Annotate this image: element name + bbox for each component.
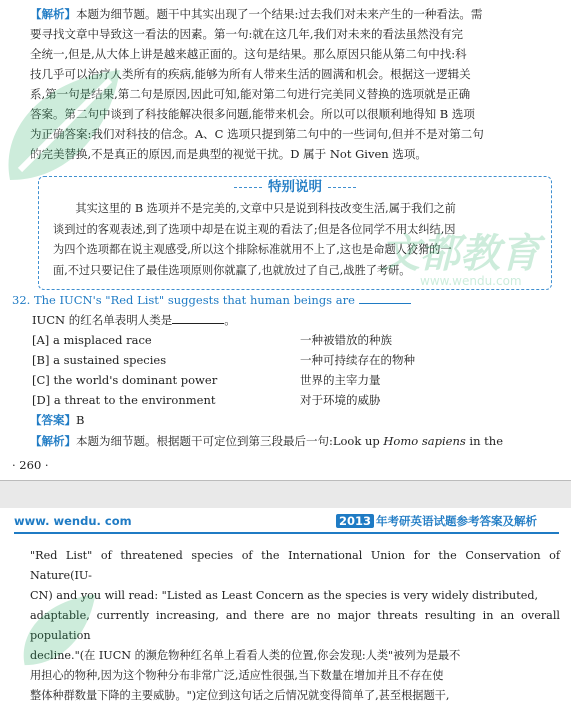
answer-value: B — [76, 413, 85, 427]
answer-blank — [359, 292, 411, 304]
analysis-line: 的完美替换,不是真正的原因,而是典型的视觉干扰。D 属于 Not Given 选项。 — [30, 147, 427, 161]
analysis-tag: 【解析】 — [30, 434, 76, 448]
bottom-line: 整体种群数量下降的主要威胁。")定位到这句话之后情况就变得简单了,甚至根据题干, — [30, 689, 450, 702]
note-line: 为四个选项都在说主观感受,所以这个排除标准就用不上了,这也是命题人狡猾的一 — [53, 243, 452, 256]
analysis-tag: 【解析】 — [30, 7, 76, 21]
answer-blank-cn — [172, 312, 224, 324]
option-a — [32, 332, 152, 348]
option-en: a misplaced race — [52, 333, 152, 347]
option-label: [D] — [32, 393, 51, 407]
header-url: www. wendu. com — [14, 514, 132, 528]
question-stem-cn-text: IUCN 的红名单表明人类是 — [32, 313, 173, 327]
special-note-box — [38, 176, 552, 290]
species-name: Homo sapiens — [383, 434, 466, 448]
question-stem-cn — [32, 312, 236, 328]
option-en: a threat to the environment — [53, 393, 216, 407]
option-b — [32, 352, 166, 368]
analysis-paragraph — [30, 4, 560, 164]
badge-text: 年考研英语试题参考答案及解析 — [376, 514, 538, 528]
watermark-brand-text: 文都教育 — [380, 231, 540, 277]
answer-tag: 【答案】 — [30, 413, 76, 427]
note-line: 面,不过只要记住了最佳选项原则你就赢了,也就放过了自己,战胜了考研。 — [53, 263, 411, 277]
analysis-text: 本题为细节题。题干中其实出现了一个结果:过去我们对未来产生的一种看法。需 — [76, 7, 483, 21]
analysis-line: 为正确答案:我们对科技的信念。A、C 选项只提到第二句中的一些词句,但并不是对第二句 — [30, 127, 484, 141]
bottom-line: adaptable, currently increasing, and there are no major threats resulting in an overall population — [30, 609, 560, 642]
header-rule — [14, 532, 559, 534]
bottom-line: CN) and you will read: "Listed as Least Concern as the species is very widely distributed, — [30, 589, 539, 602]
answer-line — [30, 412, 84, 428]
question-analysis-line — [30, 433, 560, 449]
analysis-line: 要寻找文章中导致这一看法的因素。第一句:就在这几年,我们对未来的看法虽然没有完 — [30, 27, 464, 41]
option-a-cn: 一种被错放的种族 — [300, 333, 392, 347]
question-stem-en — [12, 292, 411, 308]
badge-year: 2013 — [336, 514, 374, 528]
special-note-title: 特别说明 — [39, 175, 551, 195]
bottom-line: 用担心的物种,因为这个物种分布非常广泛,适应性很强,当下数量在增加并且不存在使 — [30, 669, 444, 682]
bottom-page — [0, 508, 571, 702]
note-line: 谈到过的客观表述,到了选项中却是在说主观的看法了;但是各位同学不用太纠结,因 — [53, 222, 456, 236]
option-d — [32, 392, 215, 408]
option-label: [C] — [32, 373, 50, 387]
bottom-paragraph — [30, 546, 560, 706]
question-stem-text: The IUCN's "Red List" suggests that human beings are — [33, 293, 355, 307]
header-badge — [336, 512, 537, 530]
question-number: 32. — [12, 293, 31, 307]
bottom-line: "Red List" of threatened species of the International Union for the Conservation of Nature(IU- — [30, 549, 560, 582]
stem-period: 。 — [224, 313, 236, 327]
page-gap — [0, 480, 571, 510]
analysis-text-end: in the — [465, 434, 503, 448]
bottom-line: decline."(在 IUCN 的濒危物种红名单上看看人类的位置,你会发现:人类"被列为是最不 — [30, 649, 461, 662]
watermark-url-text: www.wendu.com — [420, 274, 522, 288]
analysis-line — [30, 4, 560, 24]
option-label: [B] — [32, 353, 50, 367]
analysis-line: 全统一,但是,从大体上讲是越来越正面的。这句是结果。那么原因只能从第二句中找:科 — [30, 47, 467, 61]
special-note-text — [53, 199, 539, 281]
analysis-line: 答案。第二句中谈到了科技能解决很多问题,能带来机会。所以可以很顺利地得知 B 选项 — [30, 107, 475, 121]
option-label: [A] — [32, 333, 50, 347]
page-number: · 260 · — [12, 458, 49, 472]
option-c — [32, 372, 217, 388]
option-en: a sustained species — [53, 353, 167, 367]
option-en: the world's dominant power — [53, 373, 218, 387]
analysis-line: 技几乎可以治疗人类所有的疾病,能够为所有人带来生活的圆满和机会。根据这一逻辑关 — [30, 67, 471, 81]
option-c-cn: 世界的主宰力量 — [300, 373, 381, 387]
option-b-cn: 一种可持续存在的物种 — [300, 353, 415, 367]
note-line: 其实这里的 B 选项并不是完美的,文章中只是说到科技改变生活,属于我们之前 — [75, 202, 456, 215]
option-d-cn: 对于环境的威胁 — [300, 393, 381, 407]
analysis-line: 系,第一句是结果,第二句是原因,因此可知,能对第二句进行完美同义替换的选项就是正确 — [30, 87, 471, 101]
analysis-text: 本题为细节题。根据题干可定位到第三段最后一句:Look up — [76, 434, 384, 448]
